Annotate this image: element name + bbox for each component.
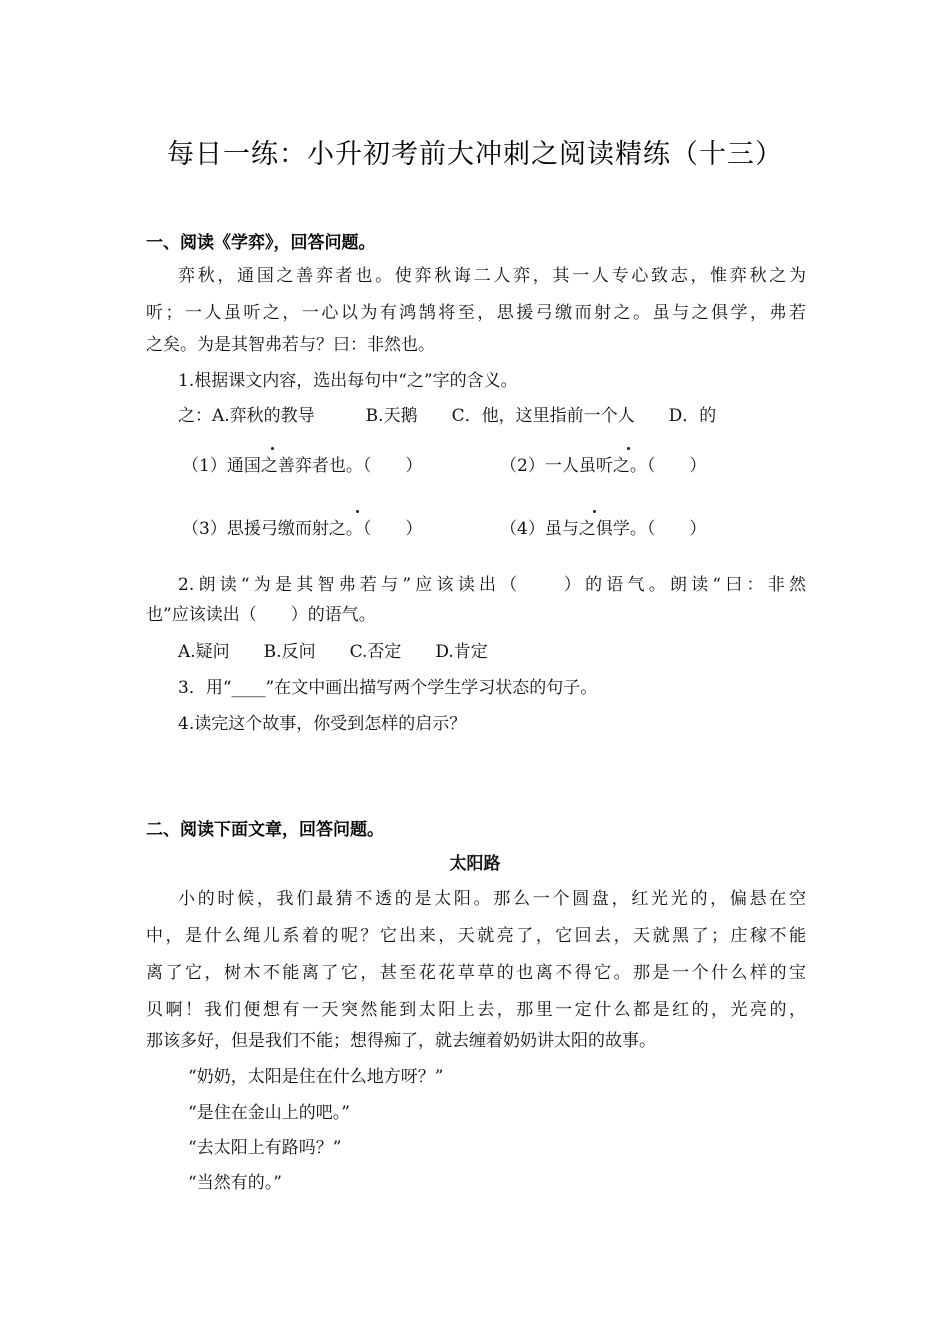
emphasis-dot [271,447,274,450]
dialogue-line-2: “是住在金山上的吧。” [188,1103,350,1123]
article-line-4: 贝啊！我们便想有一天突然能到太阳上去，那里一定什么都是红的，光亮的， [146,1000,806,1020]
q1-item-2: （2）一人虽听之。（ ） [500,456,707,476]
q2-line-1: 2.朗读“为是其智弗若与”应该读出（ ）的语气。朗读“曰：非然 [178,575,806,595]
article-line-5: 那该多好，但是我们不能；想得痴了，就去缠着奶奶讲太阳的故事。 [146,1031,656,1051]
emphasis-dot [593,510,596,513]
q1-prompt: 1.根据课文内容，选出每句中“之”字的含义。 [178,371,518,391]
emphasis-dot [627,447,630,450]
article-title: 太阳路 [449,854,501,874]
dialogue-line-1: “奶奶，太阳是住在什么地方呀？” [188,1067,444,1087]
q2-line-2: 也”应该读出（ ）的语气。 [146,605,376,625]
page-title: 每日一练：小升初考前大冲刺之阅读精练（十三） [167,139,783,170]
q1-item-1: （1）通国之善弈者也。（ ） [182,456,423,476]
q4: 4.读完这个故事，你受到怎样的启示？ [178,714,467,734]
passage-line-1: 弈秋，通国之善弈者也。使弈秋诲二人弈，其一人专心致志，惟弈秋之为 [178,266,806,286]
article-line-1: 小的时候，我们最猜不透的是太阳。那么一个圆盘，红光光的，偏悬在空 [178,889,806,909]
q3: 3．用“____”在文中画出描写两个学生学习状态的句子。 [178,678,598,698]
q1-options: 之：A.弈秋的教导 B.天鹅 C．他，这里指前一个人 D．的 [178,406,717,426]
passage-line-2: 听；一人虽听之，一心以为有鸿鹄将至，思援弓缴而射之。虽与之俱学，弗若 [146,303,806,323]
passage-line-3: 之矣。为是其智弗若与？曰：非然也。 [146,335,435,355]
section2-heading: 二、阅读下面文章，回答问题。 [146,820,384,840]
q2-options: A.疑问 B.反问 C.否定 D.肯定 [178,642,488,662]
article-line-2: 中，是什么绳儿系着的呢？它出来，天就亮了，它回去，天就黑了；庄稼不能 [146,926,806,946]
section1-heading: 一、阅读《学弈》，回答问题。 [146,233,376,253]
dialogue-line-4: “当然有的。” [188,1173,282,1193]
emphasis-dot [356,510,359,513]
q1-item-4: （4）虽与之俱学。（ ） [500,519,707,539]
dialogue-line-3: “去太阳上有路吗？” [188,1138,342,1158]
q1-item-3: （3）思援弓缴而射之。（ ） [182,519,423,539]
article-line-3: 离了它，树木不能离了它，甚至花花草草的也离不得它。那是一个什么样的宝 [146,963,806,983]
